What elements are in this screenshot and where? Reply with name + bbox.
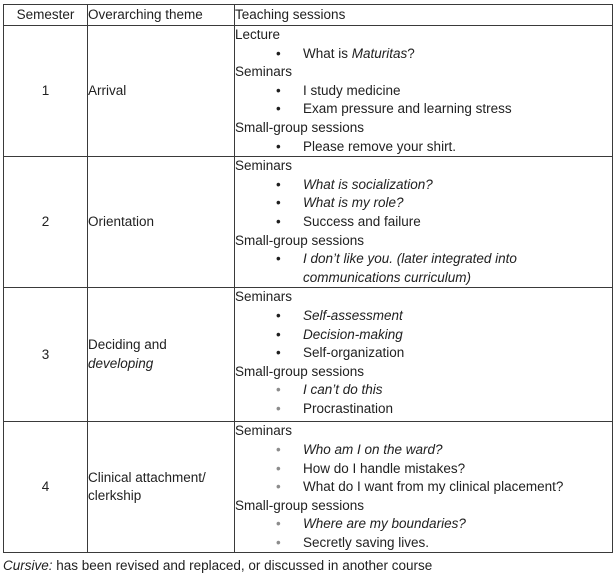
table-row [4, 288, 613, 422]
session-item-text [303, 326, 612, 345]
text-run: Success and failure [303, 213, 421, 229]
session-item [235, 400, 612, 419]
text-run: Orientation [88, 213, 155, 229]
theme-cell [88, 288, 235, 422]
text-run: I don’t like you. (later integrated into communications curriculum) [303, 251, 517, 285]
session-item [235, 307, 612, 326]
semester-cell: 1 [4, 26, 88, 157]
text-run: Small-group sessions [235, 497, 365, 513]
session-item-text [303, 460, 612, 479]
session-item [235, 326, 612, 345]
bullet-icon: • [276, 400, 281, 416]
session-item-text [303, 441, 612, 460]
text-run: Seminars [235, 289, 293, 305]
text-run: Decision-making [303, 326, 403, 342]
text-run: Exam pressure and learning stress [303, 101, 512, 117]
session-item [235, 138, 612, 157]
text-run: Maturitas [351, 45, 408, 61]
session-item [235, 45, 612, 64]
sessions-cell [235, 157, 613, 288]
session-item [235, 460, 612, 479]
text-run: Procrastination [303, 400, 394, 416]
text-run: Deciding and [88, 337, 167, 353]
bullet-icon: • [276, 460, 281, 476]
text-run: Who am I on the ward? [303, 441, 443, 457]
session-heading [235, 288, 612, 307]
session-item [235, 194, 612, 213]
bullet-icon: • [276, 251, 281, 267]
semester-cell: 4 [4, 422, 88, 553]
session-item [235, 515, 612, 534]
text-run: Seminars [235, 158, 293, 174]
session-item [235, 344, 612, 363]
text-run: Clinical attachment/ [88, 469, 206, 485]
bullet-icon: • [276, 479, 281, 495]
text-run: What do I want from my clinical placement? [303, 479, 564, 495]
text-run: has been revised and replaced, or discussed in another course [52, 558, 433, 574]
column-header-theme: Overarching theme [88, 5, 235, 26]
text-run: Lecture [235, 27, 281, 42]
session-heading [235, 26, 612, 45]
session-item-text [303, 381, 612, 400]
bullet-icon: • [276, 441, 281, 457]
header-row [4, 5, 613, 26]
session-item-text [303, 478, 612, 497]
text-run: Small-group sessions [235, 119, 365, 135]
session-heading [235, 422, 612, 441]
text-run: What is [303, 45, 352, 61]
text-run: Self-assessment [303, 307, 403, 323]
session-item-text [303, 515, 612, 534]
session-item-text [303, 138, 612, 157]
session-item [235, 534, 612, 553]
table-row [4, 26, 613, 157]
text-run: What is socialization? [303, 176, 433, 192]
theme-cell [88, 422, 235, 553]
semester-cell: 2 [4, 157, 88, 288]
bullet-icon: • [276, 534, 281, 550]
bullet-icon: • [276, 307, 281, 323]
session-item [235, 250, 612, 287]
text-run: Self-organization [303, 345, 405, 361]
theme-cell [88, 26, 235, 157]
semester-cell: 3 [4, 288, 88, 422]
footnote [3, 557, 615, 574]
bullet-icon: • [276, 45, 281, 61]
text-run: Arrival [88, 82, 127, 98]
session-item-text [303, 534, 612, 553]
text-run: Where are my boundaries? [303, 516, 466, 532]
session-heading [235, 363, 612, 382]
table-body [4, 26, 613, 553]
bullet-icon: • [276, 326, 281, 342]
session-item-text [303, 82, 612, 101]
text-run: Secretly saving lives. [303, 534, 430, 550]
text-run: Seminars [235, 423, 293, 439]
session-item [235, 213, 612, 232]
sessions-cell [235, 422, 613, 553]
session-item-text [303, 176, 612, 195]
text-run: Small-group sessions [235, 232, 365, 248]
session-heading [235, 497, 612, 516]
bullet-icon: • [276, 345, 281, 361]
text-run: Small-group sessions [235, 363, 365, 379]
text-run: How do I handle mistakes? [303, 460, 466, 476]
session-item [235, 100, 612, 119]
session-item-text [303, 100, 612, 119]
session-item-text [303, 250, 612, 287]
session-item-text [303, 307, 612, 326]
theme-cell [88, 157, 235, 288]
session-item-text [303, 213, 612, 232]
bullet-icon: • [276, 101, 281, 117]
session-item-text [303, 194, 612, 213]
curriculum-table [3, 4, 613, 553]
text-run: I can’t do this [303, 382, 383, 398]
table-row [4, 422, 613, 553]
sessions-cell [235, 26, 613, 157]
column-header-sessions: Teaching sessions [235, 5, 613, 26]
text-run: Please remove your shirt. [303, 138, 457, 154]
table-row [4, 157, 613, 288]
session-item [235, 478, 612, 497]
session-heading [235, 119, 612, 138]
session-heading [235, 232, 612, 251]
session-item [235, 82, 612, 101]
session-item [235, 381, 612, 400]
session-item-text [303, 45, 612, 64]
text-run: developing [88, 355, 154, 371]
text-run: Cursive: [3, 558, 53, 574]
bullet-icon: • [276, 516, 281, 532]
bullet-icon: • [276, 138, 281, 154]
bullet-icon: • [276, 82, 281, 98]
session-item-text [303, 400, 612, 419]
sessions-cell [235, 288, 613, 422]
bullet-icon: • [276, 382, 281, 398]
session-item [235, 176, 612, 195]
text-run: ? [407, 45, 415, 61]
session-item [235, 441, 612, 460]
column-header-semester: Semester [4, 5, 88, 26]
text-run: Seminars [235, 64, 293, 80]
session-heading [235, 157, 612, 176]
session-heading [235, 63, 612, 82]
session-item-text [303, 344, 612, 363]
text-run: I study medicine [303, 82, 401, 98]
bullet-icon: • [276, 176, 281, 192]
bullet-icon: • [276, 213, 281, 229]
bullet-icon: • [276, 195, 281, 211]
text-run: clerkship [88, 488, 142, 504]
text-run: What is my role? [303, 195, 404, 211]
